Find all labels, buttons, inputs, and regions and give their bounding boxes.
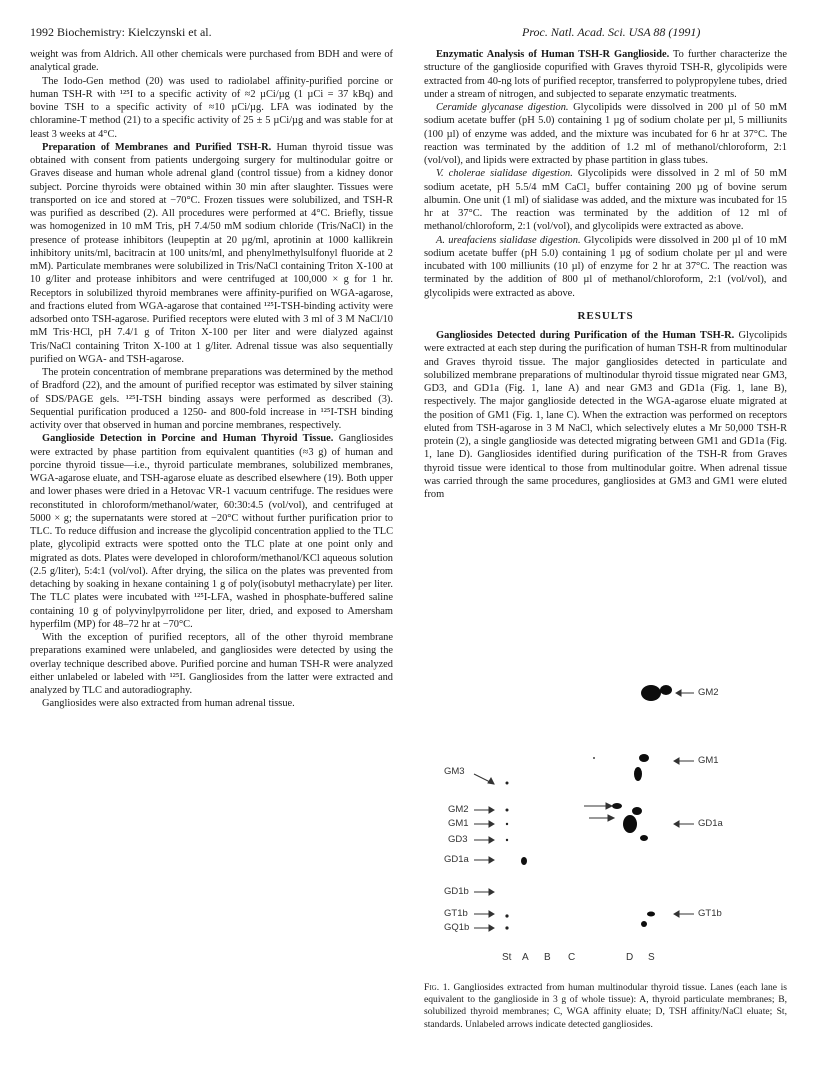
std-label-gm2: GM2 (448, 804, 469, 815)
paragraph: Gangliosides Detected during Purification of the Human TSH-R. Glycolipids were extracted at each step during the purification of human TSH-R from multinodular and Graves thyroid tissue. The major gangliosides detected in particulate and solubilized membrane preparations of multinodular thyroid tissue migrated near GM3, GD3, and GD1a (Fig. 1, lane A) and near GM3 and GD1a (Fig. 1, lane B), respectively. The major ganglioside detected in the WGA-agarose eluate migrated at the position of GM1 (Fig. 1, lane C). When the extraction was performed on receptors eluted from TSH-agarose in 3 M NaCl, which selectively elutes a Mr 50,000 TSH-R protein (2), a single ganglioside was detected migrating between GM1 and GD1a (Fig. 1, lane D). Gangliosides identified during purification of the TSH-R from Graves thyroid tissue were identical to those from multinodular goitre. When adrenal tissue was carried through the same procedures, gangliosides at GM3 and GM1 were eluted from (424, 330, 787, 500)
running-header-right: Proc. Natl. Acad. Sci. USA 88 (1991) (522, 25, 701, 39)
std-label-gd1a: GD1a (444, 854, 469, 865)
std-label-right-gm2: GM2 (698, 687, 719, 698)
running-header-left: 1992 Biochemistry: Kielczynski et al. (30, 25, 212, 39)
lane-label-a: A (522, 952, 529, 963)
paragraph: V. cholerae sialidase digestion. Glycolipids were dissolved in 2 ml of 50 mM sodium acetate, pH 5.5/4 mM CaCl₂ buffer containing 200 µg of bovine serum albumin. One unit (1 ml) of sialidase was added, and the mixture was incubated for 15 hr at 37°C. The reaction was terminated by the addition of 12 ml of methanol/chloroform, 2:1 (vol/vol), and glycolipids were extracted as above. (424, 168, 787, 233)
caption-label: Fig. 1. (424, 982, 450, 993)
right-column (424, 48, 787, 501)
paragraph: weight was from Aldrich. All other chemicals were purchased from BDH and were of analytical grade. (30, 49, 393, 74)
figure-1-tlc (444, 666, 804, 976)
subsection-heading: Ceramide glycanase digestion. (436, 102, 569, 113)
std-label-gq1b: GQ1b (444, 922, 470, 933)
paragraph: Preparation of Membranes and Purified TSH-R. Human thyroid tissue was obtained with consent from patients undergoing surgery for multinodular goitre or Graves disease and human whole adrenal gland (control tissue) from a kidney donor subject. Porcine thyroids were obtained within 30 min after slaughter. Tissues were transported on ice and stored at −70°C. Frozen tissues were solubilized, and TSH-R was purified as described (2). All procedures were performed at 4°C. Briefly, tissue was homogenized in 10 mM Tris, pH 7.4/50 mM sodium chloride (Tris/NaCl) in the presence of protease inhibitors (leupeptin at 20 µg/ml, aprotinin at 1000 kallikrein inhibitory units/ml, bacitracin at 100 units/ml, and phenylmethylsulfonyl fluoride at 2 mM). Particulate membranes were solubilized in Tris/NaCl containing Triton X-100 at 10 g/liter and protease inhibitors and were centrifuged at 100,000 × g for 1 hr. Receptors in solubilized thyroid membranes were affinity-purified on WGA-agarose, and fractions eluted from WGA-agarose that contained ¹²⁵I-TSH-binding activity were adsorbed onto TSH-agarose. Purified receptors were eluted with 3 ml of 3 M NaCl/10 mM Tris·HCl, pH 7.4/1 g of Triton X-100 per liter and were dialyzed against Tris/NaCl containing Triton X-100 at 1 g/liter. Adrenal tissue was also sequentially purified on WGA- and TSH-agarose. (30, 141, 393, 365)
std-label-gd1b: GD1b (444, 886, 469, 897)
std-label-gt1b: GT1b (444, 908, 468, 919)
caption-text: Gangliosides extracted from human multinodular thyroid tissue. Lanes (each lane is equivalent to the ganglioside in 3 g of whole tissue): A, thyroid particulate membranes; B, solubilized thyroid membranes; C, WGA affinity eluate; D, TSH affinity/NaCl eluate; St, standards. Unlabeled arrows indicate detected gangliosides. (424, 982, 788, 1030)
std-label-right-gd1a: GD1a (698, 818, 723, 829)
subsection-heading: Preparation of Membranes and Purified TSH-R. (42, 141, 272, 153)
paragraph: Ganglioside Detection in Porcine and Human Thyroid Tissue. Gangliosides were extracted by phase partition from equivalent quantities (≈3 g) of human and porcine thyroid tissue—i.e., thyroid particulate membranes, solubilized membranes, WGA-agarose eluate, and TSH-agarose eluate as described elsewhere (19). Both upper and lower phases were dried in a Hetovac VR-1 vacuum centrifuge. The residues were reconstituted in chloroform/methanol/water, 60:30:4.5 (vol/vol), and centrifuged at 5000 × g; the supernatants were stored at −20°C without further purification prior to TLC. To reduce diffusion and increase the glycolipid concentration applied to the TLC plate, glycolipid extracts were spotted onto the TLC plate at one point only and migrated as dots. Plates were developed in chloroform/methanol/KCl aqueous solution (2.5 g/liter), 5:4:1 (vol/vol). After drying, the silica on the plates was prevented from detaching by soaking in hexane containing 1 g of poly(isobutyl methacrylate) per liter. The TLC plates were incubated with ¹²⁵I-LFA, washed in phosphate-buffered saline containing 10 g of polyvinylpyrrolidone per liter, dried, and exposed to Amersham hyperfilm (MP) for 48–72 hr at −70°C. (30, 433, 393, 630)
lane-label-b: B (544, 952, 551, 963)
paragraph: The Iodo-Gen method (20) was used to radiolabel affinity-purified porcine or human TSH-R with ¹²⁵I to a specific activity of ≈2 µCi/µg (1 µCi = 37 kBq) and bovine TSH to a specific activity of ≈10 µCi/µg. LFA was iodinated by the chloramine-T method (21) to a specific activity of 25 ± 5 µCi/µg and was stable for at least 3 weeks at 4°C. (30, 75, 393, 140)
std-label-gd3: GD3 (448, 834, 468, 845)
subsection-heading: A. ureafaciens sialidase digestion. (436, 234, 581, 246)
std-label-right-gt1b: GT1b (698, 908, 722, 919)
paragraph: A. ureafaciens sialidase digestion. Glycolipids were dissolved in 200 µl of 10 mM sodium acetate buffer (pH 5.0) containing 1 µg of sodium cholate per µl and were incubated with 100 milliunits (10 µl) of enzyme for 2 hr at 37°C. The reaction was terminated by the addition of 800 µl of methanol/chloroform, 2:1 (vol/vol), and glycolipids were extracted as above. (424, 234, 787, 299)
paragraph: Gangliosides were also extracted from human adrenal tissue. (42, 698, 295, 710)
std-label-right-gm1: GM1 (698, 755, 719, 766)
subsection-heading: V. cholerae sialidase digestion. (436, 168, 573, 180)
paragraph: Enzymatic Analysis of Human TSH-R Ganglioside. To further characterize the structure of the ganglioside copurified with Graves thyroid TSH-R, glycolipids were extracted from 40-ng lots of purified receptor, transferred to polypropylene tubes, dried under a stream of nitrogen, and subjected to separate enzymatic treatments. (424, 49, 787, 100)
subsection-heading: Ganglioside Detection in Porcine and Human Thyroid Tissue. (42, 433, 334, 445)
left-column (30, 48, 393, 711)
paragraph: The protein concentration of membrane preparations was determined by the method of Bradford (22), and the amount of purified receptor was estimated by silver staining of SDS/PAGE gels. ¹²⁵I-TSH binding assays were performed as described (3). Sequential purification produced a 1250- and 800-fold increase in ¹²⁵I-TSH binding activity over that observed in human and porcine membranes, respectively. (30, 367, 393, 431)
std-label-gm3: GM3 (444, 766, 465, 777)
tlc-autoradiograph (444, 666, 804, 976)
paragraph: Ceramide glycanase digestion. Glycolipids were dissolved in 200 µl of 50 mM sodium acetate buffer (pH 5.0) containing 1 µg of sodium cholate per µl, 5 milliunits (100 µl) of enzyme was added, and the mixture was incubated for 6 hr at 37°C. The reaction was terminated by the addition of 1.2 ml of methanol/chloroform, 2:1 (vol/vol), and lipids were extracted by phase partition in glass tubes. (424, 102, 787, 166)
subsection-heading: Gangliosides Detected during Purification of the Human TSH-R. (436, 330, 735, 341)
figure-caption (424, 982, 787, 1031)
std-label-gm1: GM1 (448, 818, 469, 829)
lane-label-d: D (626, 952, 634, 963)
lane-label-s: S (648, 952, 655, 963)
lane-label-st: St (502, 952, 512, 963)
section-heading: RESULTS (577, 309, 634, 322)
subsection-heading: Enzymatic Analysis of Human TSH-R Ganglioside. (436, 49, 670, 60)
lane-label-c: C (568, 952, 576, 963)
paragraph: With the exception of purified receptors, all of the other thyroid membrane preparations examined were unlabeled, and gangliosides were detected by using the overlay technique described above. Purified porcine and human TSH-R were analyzed either unlabeled or labeled with ¹²⁵I. Gangliosides from the latter were extracted and analyzed by TLC and autoradiography. (30, 632, 393, 696)
